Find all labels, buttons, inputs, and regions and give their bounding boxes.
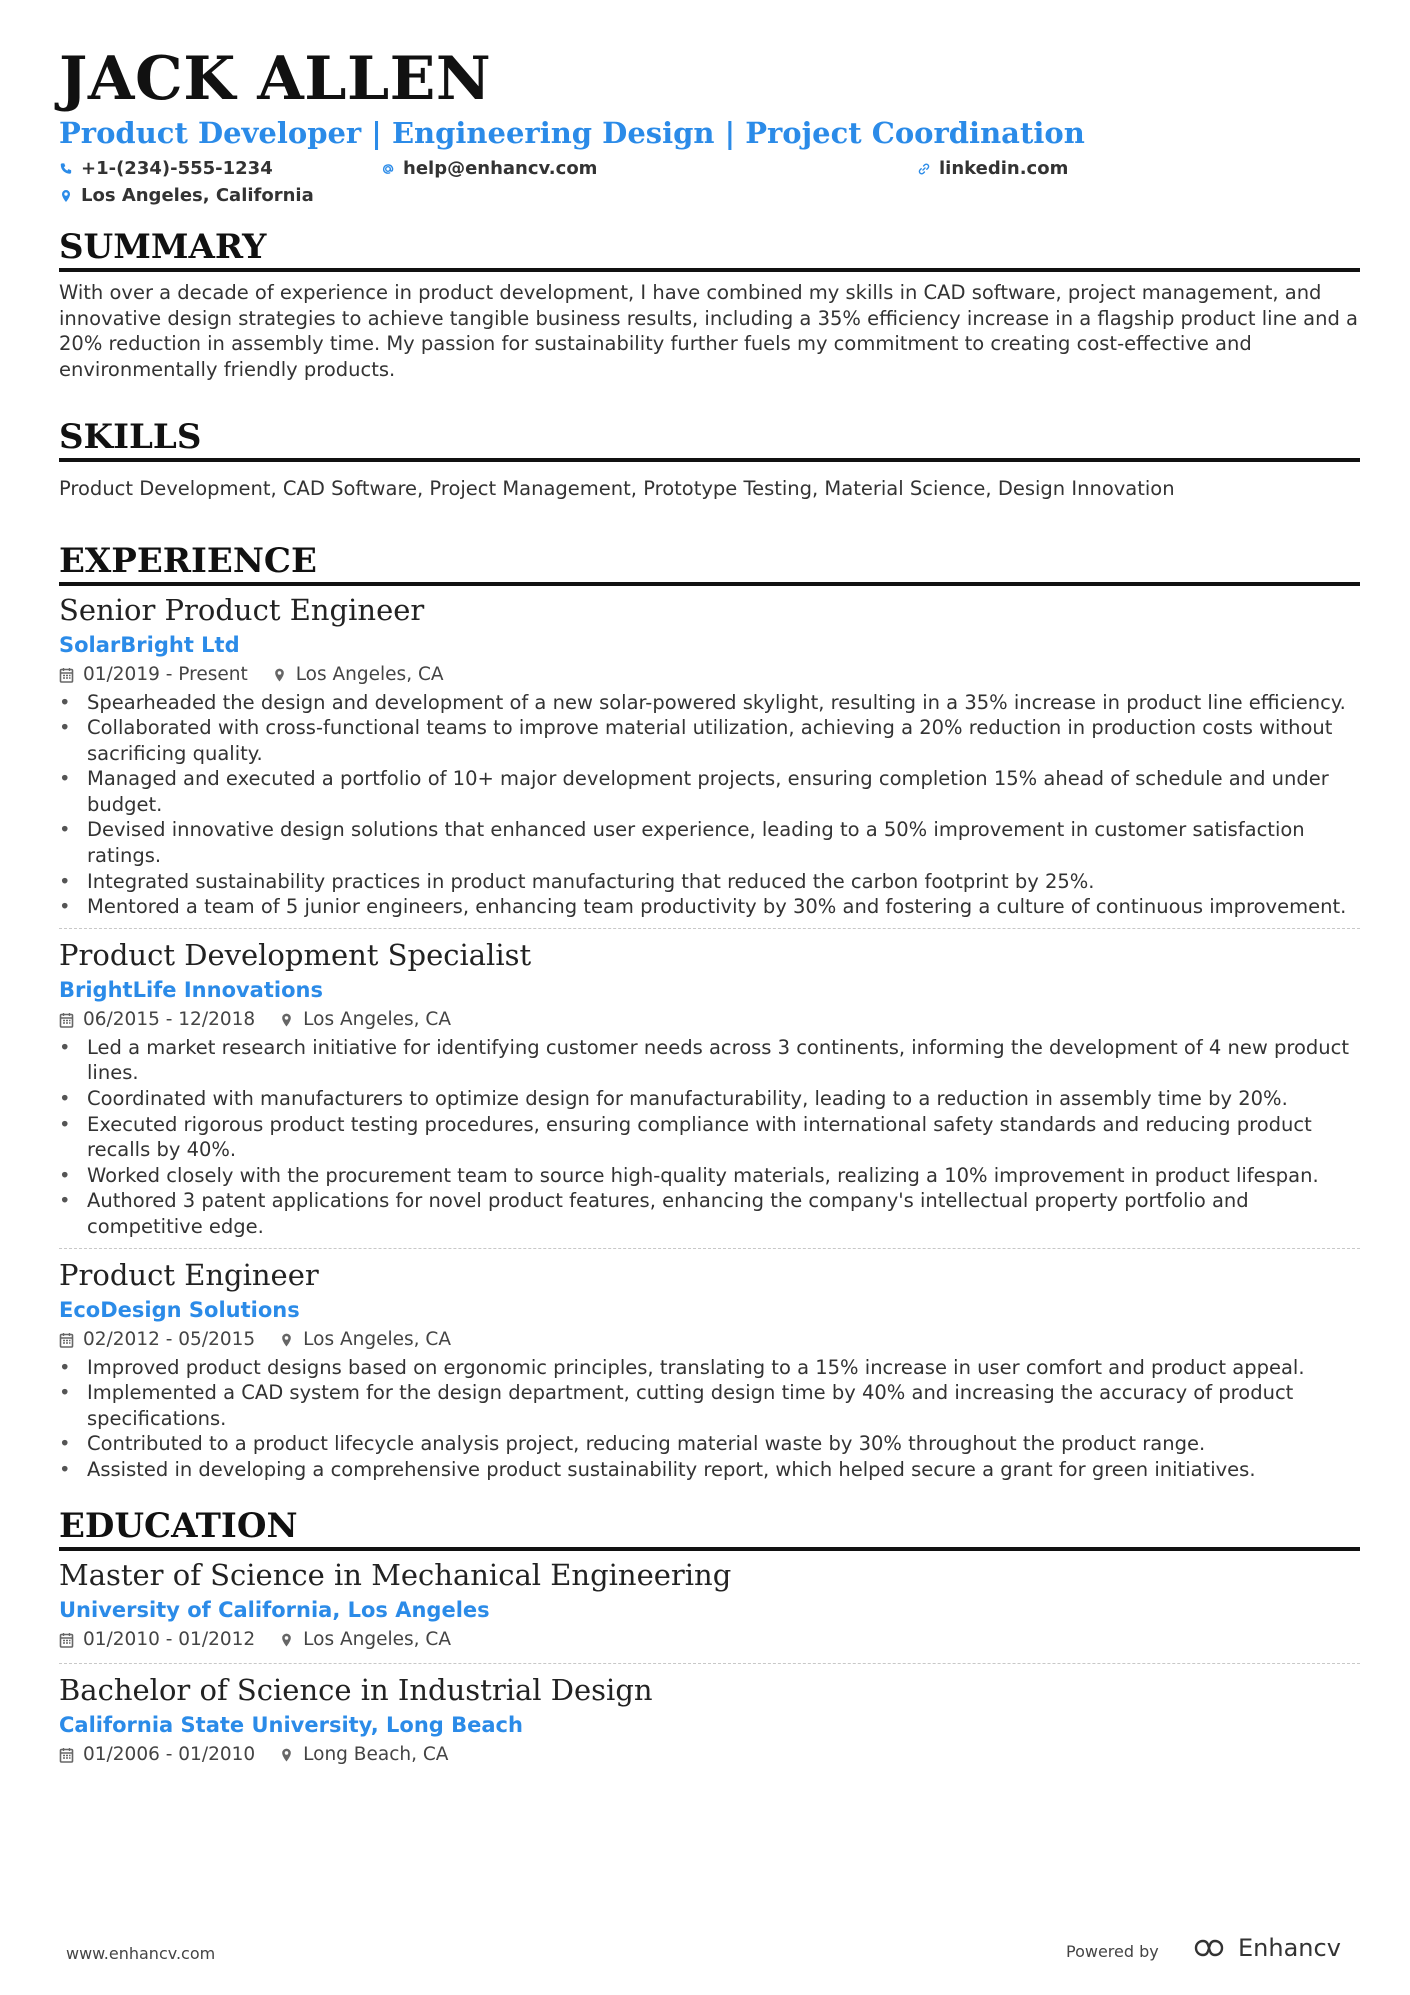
enhancv-brand-link[interactable] xyxy=(1186,1934,1341,1962)
location-pin-icon xyxy=(279,1747,294,1763)
skills-heading: SKILLS xyxy=(59,416,1360,462)
summary-heading: SUMMARY xyxy=(59,226,1360,272)
job-title: Product Engineer xyxy=(59,1257,319,1292)
company-name[interactable]: SolarBright Ltd xyxy=(59,632,240,657)
enhancv-logo-icon xyxy=(1186,1936,1230,1960)
experience-section xyxy=(59,540,1360,1483)
education-dates: 01/2010 - 01/2012 xyxy=(83,1628,256,1650)
location-pin-icon xyxy=(279,1632,294,1648)
job-location: Los Angeles, CA xyxy=(295,663,444,685)
candidate-name: JACK ALLEN xyxy=(59,44,492,114)
company-name[interactable]: EcoDesign Solutions xyxy=(59,1297,300,1322)
job-location: Los Angeles, CA xyxy=(303,1008,451,1030)
job-meta xyxy=(59,660,1360,690)
at-icon xyxy=(381,162,395,176)
education-location: Los Angeles, CA xyxy=(303,1628,451,1650)
school-name[interactable]: California State University, Long Beach xyxy=(59,1712,523,1737)
footer-website-link[interactable]: www.enhancv.com xyxy=(66,1944,216,1963)
bullet-item: • Improved product designs based on ergonomic principles, translating to a 15% increase in user comfort and product appeal. xyxy=(59,1355,1360,1381)
job-bullets xyxy=(59,1035,1360,1240)
education-meta xyxy=(59,1625,1360,1655)
contact-phone[interactable] xyxy=(59,158,273,179)
contact-info xyxy=(59,158,1360,216)
degree-title: Bachelor of Science in Industrial Design xyxy=(59,1672,653,1707)
location-pin-icon xyxy=(279,1332,294,1348)
calendar-icon xyxy=(59,1332,74,1348)
job-title: Product Development Specialist xyxy=(59,937,532,972)
company-name[interactable]: BrightLife Innovations xyxy=(59,977,323,1002)
education-dates: 01/2006 - 01/2010 xyxy=(83,1743,256,1765)
location-pin-icon xyxy=(279,1012,294,1028)
summary-text: With over a decade of experience in product development, I have combined my skills in CAD software, project management, and innovative design strategies to achieve tangible business results, including a 35% efficiency increase in a flagship product line and a 20% reduction in assembly time. My passion for sustainability further fuels my commitment to creating cost-effective and environmentally friendly products. xyxy=(59,281,1358,381)
bullet-item: • Authored 3 patent applications for novel product features, enhancing the company's intellectual property portfolio and competitive edge. xyxy=(59,1188,1360,1239)
school-name[interactable]: University of California, Los Angeles xyxy=(59,1597,490,1622)
education-entry xyxy=(59,1663,1360,1770)
contact-location xyxy=(59,185,314,206)
degree-title: Master of Science in Mechanical Engineering xyxy=(59,1557,732,1592)
phone-text: +1-(234)-555-1234 xyxy=(81,158,273,179)
bullet-item: • Assisted in developing a comprehensive product sustainability report, which helped secure a grant for green initiatives. xyxy=(59,1457,1360,1483)
bullet-item: • Spearheaded the design and development of a new solar-powered skylight, resulting in a 35% increase in product line efficiency. xyxy=(59,690,1360,716)
bullet-item: • Worked closely with the procurement team to source high-quality materials, realizing a 10% improvement in product lifespan. xyxy=(59,1163,1360,1189)
education-location: Long Beach, CA xyxy=(303,1743,449,1765)
job-location: Los Angeles, CA xyxy=(303,1328,451,1350)
job-dates: 06/2015 - 12/2018 xyxy=(83,1008,256,1030)
bullet-item: • Mentored a team of 5 junior engineers, enhancing team productivity by 30% and fostering a culture of continuous improvement. xyxy=(59,894,1360,920)
bullet-item: • Collaborated with cross-functional teams to improve material utilization, achieving a 20% reduction in production costs without sacrificing quality. xyxy=(59,715,1360,766)
job-dates: 01/2019 - Present xyxy=(83,663,248,685)
education-section xyxy=(59,1505,1360,1770)
experience-entry xyxy=(59,1248,1360,1483)
location-pin-icon xyxy=(59,189,73,203)
calendar-icon xyxy=(59,1012,74,1028)
job-bullets xyxy=(59,1355,1360,1483)
linkedin-text: linkedin.com xyxy=(939,158,1069,179)
bullet-item: • Contributed to a product lifecycle analysis project, reducing material waste by 30% throughout the product range. xyxy=(59,1431,1360,1457)
skills-section xyxy=(59,416,1360,502)
experience-heading: EXPERIENCE xyxy=(59,540,1360,586)
bullet-item: • Led a market research initiative for identifying customer needs across 3 continents, informing the development of 4 new product lines. xyxy=(59,1035,1360,1086)
job-meta xyxy=(59,1005,1360,1035)
headline: Product Developer | Engineering Design | Project Coordination xyxy=(59,116,1085,150)
bullet-item: • Managed and executed a portfolio of 10+ major development projects, ensuring completion 15% ahead of schedule and under budget. xyxy=(59,766,1360,817)
calendar-icon xyxy=(59,1747,74,1763)
education-heading: EDUCATION xyxy=(59,1505,1360,1551)
bullet-item: • Devised innovative design solutions that enhanced user experience, leading to a 50% improvement in customer satisfaction ratings. xyxy=(59,817,1360,868)
bullet-item: • Coordinated with manufacturers to optimize design for manufacturability, leading to a reduction in assembly time by 20%. xyxy=(59,1086,1360,1112)
bullet-item: • Integrated sustainability practices in product manufacturing that reduced the carbon footprint by 25%. xyxy=(59,869,1360,895)
location-text: Los Angeles, California xyxy=(81,185,314,206)
link-icon xyxy=(917,162,931,176)
phone-icon xyxy=(59,162,73,176)
job-bullets xyxy=(59,690,1360,920)
footer xyxy=(0,1934,1410,1970)
calendar-icon xyxy=(59,667,74,683)
education-meta xyxy=(59,1740,1360,1770)
contact-linkedin[interactable] xyxy=(917,158,1068,179)
calendar-icon xyxy=(59,1632,74,1648)
education-entry xyxy=(59,1555,1360,1655)
experience-entry xyxy=(59,928,1360,1240)
resume-page xyxy=(59,44,1360,1770)
brand-name: Enhancv xyxy=(1238,1934,1341,1962)
summary-section xyxy=(59,226,1360,382)
job-title: Senior Product Engineer xyxy=(59,592,425,627)
bullet-item: • Executed rigorous product testing procedures, ensuring compliance with international safety standards and reducing product recalls by 40%. xyxy=(59,1112,1360,1163)
job-meta xyxy=(59,1325,1360,1355)
location-pin-icon xyxy=(272,667,287,683)
bullet-item: • Implemented a CAD system for the design department, cutting design time by 40% and increasing the accuracy of product specifications. xyxy=(59,1380,1360,1431)
contact-email[interactable] xyxy=(381,158,597,179)
job-dates: 02/2012 - 05/2015 xyxy=(83,1328,256,1350)
email-text: help@enhancv.com xyxy=(403,158,598,179)
powered-by-label: Powered by xyxy=(1066,1942,1159,1961)
experience-entry xyxy=(59,590,1360,920)
skills-text: Product Development, CAD Software, Project Management, Prototype Testing, Material Science, Design Innovation xyxy=(59,477,1175,500)
